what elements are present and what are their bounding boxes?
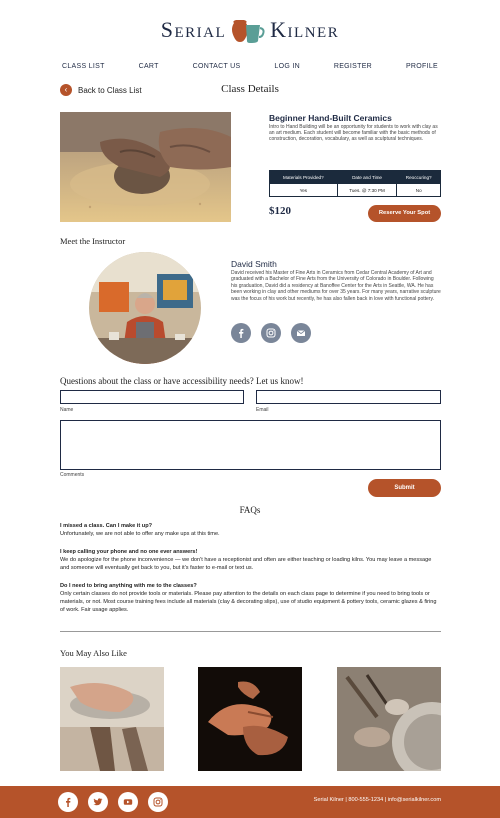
youtube-icon[interactable] <box>118 792 138 812</box>
nav-log-in[interactable]: LOG IN <box>274 63 300 70</box>
logo-text-right: Kilner <box>270 17 340 42</box>
faq-item <box>60 582 441 614</box>
table-header-row <box>270 171 441 184</box>
table-cell: Tues. @ 7:30 PM <box>337 184 397 197</box>
faq-item <box>60 548 441 572</box>
page-title: Class Details <box>221 83 279 95</box>
instructor-heading: Meet the Instructor <box>60 236 126 246</box>
nav-class-list[interactable]: CLASS LIST <box>62 63 105 70</box>
reserve-spot-button[interactable]: Reserve Your Spot <box>368 205 441 222</box>
comments-field[interactable] <box>60 420 441 470</box>
faq-answer: Unfortunately, we are not able to offer any make ups at this time. <box>60 531 220 537</box>
pottery-logo-icon <box>230 15 266 45</box>
faq-question: I missed a class. Can I make it up? <box>60 523 153 529</box>
comments-label: Comments <box>60 472 85 478</box>
facebook-icon[interactable] <box>231 323 251 343</box>
mail-icon[interactable] <box>291 323 311 343</box>
form-heading: Questions about the class or have accessibility needs? Let us know! <box>60 376 304 386</box>
email-label: Email <box>256 407 269 413</box>
faq-question: Do I need to bring anything with me to the classes? <box>60 583 197 589</box>
back-label: Back to Class List <box>78 85 142 95</box>
facebook-icon[interactable] <box>58 792 78 812</box>
related-class-card[interactable] <box>60 667 164 771</box>
table-header: Reoccuring? <box>397 171 441 184</box>
chevron-left-icon: ‹ <box>60 84 72 96</box>
class-photo <box>60 112 231 222</box>
related-class-card[interactable] <box>198 667 302 771</box>
main-nav <box>62 63 438 70</box>
faq-item <box>60 522 441 538</box>
twitter-icon[interactable] <box>88 792 108 812</box>
instructor-social-links <box>231 323 311 343</box>
class-description: Intro to Hand Building will be an opportunity for students to work with clay as an art medium. Each student will become familiar with the basic methods of construction, decoration, vocabulary, as well as sculptural techniques. <box>269 124 438 143</box>
nav-profile[interactable]: PROFILE <box>405 63 438 70</box>
table-cell: No <box>397 184 441 197</box>
instagram-icon[interactable] <box>148 792 168 812</box>
also-like-heading: You May Also Like <box>60 648 127 658</box>
instagram-icon[interactable] <box>261 323 281 343</box>
table-row <box>270 184 441 197</box>
logo-text-left: Serial <box>160 17 227 42</box>
table-header: Materials Provided? <box>270 171 338 184</box>
related-class-card[interactable] <box>337 667 441 771</box>
name-label: Name <box>60 407 74 413</box>
nav-cart[interactable]: CART <box>138 63 159 70</box>
instructor-photo <box>89 252 201 364</box>
table-header: Date and Time <box>337 171 397 184</box>
class-info-table <box>269 170 441 197</box>
nav-register[interactable]: REGISTER <box>333 63 373 70</box>
name-field[interactable] <box>60 390 244 404</box>
faq-answer: Only certain classes do not provide tools or materials. Please pay attention to the details on each class page to determine if you need to bring tools or materials, or not. Most course training fees include all materials (clay & decorating slips), use of studio equipment & pottery tools, ceramic glazes & firing of work. Fair usage applies. <box>60 591 437 613</box>
table-cell: Yes <box>270 184 338 197</box>
footer-contact-text: Serial Kilner | 800-555-1234 | info@serialkilner.com <box>313 797 441 803</box>
class-name: Beginner Hand-Built Ceramics <box>269 113 392 123</box>
nav-contact-us[interactable]: CONTACT US <box>192 63 241 70</box>
logo[interactable] <box>0 14 500 46</box>
instructor-bio: David received his Master of Fine Arts in Ceramics from Cedar Central Academy of Art and graduated with a Bachelor of Fine Arts from the University of Colorado in Boulder. Following his graduation, David did a residency at Banoffee Center for the Arts in Seattle, WA. He has been working in clay and other mediums for over 35 years. For many years, narrative sculpture was the focus of his work but recently, he has also fallen back in love with functional pottery. <box>231 270 441 302</box>
footer-social-links <box>58 792 168 812</box>
email-field[interactable] <box>256 390 441 404</box>
faq-heading: FAQs <box>239 505 261 515</box>
faq-question: I keep calling your phone and no one ever answers! <box>60 549 198 555</box>
class-price: $120 <box>269 205 291 217</box>
submit-button[interactable]: Submit <box>368 479 441 497</box>
section-divider <box>60 631 441 632</box>
instructor-name: David Smith <box>231 259 277 269</box>
faq-answer: We do apologize for the phone inconvenience — we don't have a receptionist and often are either teaching or loading kilns. You may leave a message and someone will eventually get back to you, but it's faster to e-mail or text us. <box>60 557 432 571</box>
